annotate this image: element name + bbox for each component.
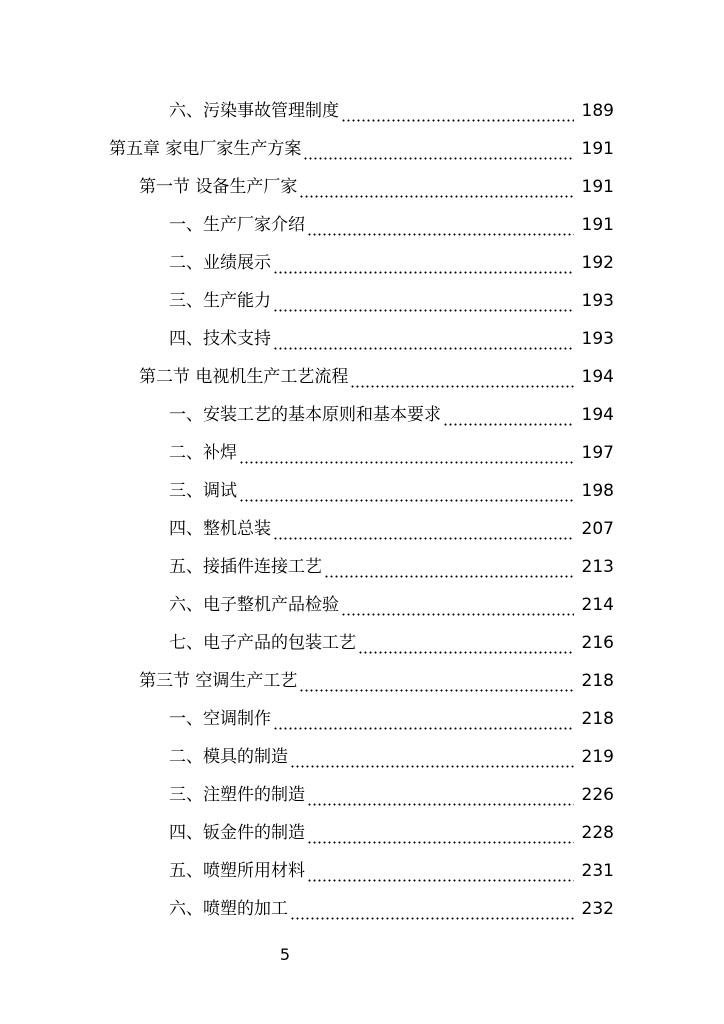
toc-entry[interactable] bbox=[0, 206, 724, 244]
toc-dot-leader bbox=[299, 168, 574, 206]
toc-entry[interactable] bbox=[0, 244, 724, 282]
toc-entry-title: 四、整机总装 bbox=[169, 519, 271, 539]
toc-entry-title: 三、调试 bbox=[169, 481, 237, 501]
toc-entry-page: 191 bbox=[581, 215, 614, 235]
toc-entry-page: 193 bbox=[581, 329, 614, 349]
toc-dot-leader bbox=[307, 852, 574, 890]
toc-entry-title: 五、喷塑所用材料 bbox=[169, 861, 305, 881]
toc-entry[interactable] bbox=[0, 852, 724, 890]
toc-dot-leader bbox=[273, 320, 574, 358]
toc-entry[interactable] bbox=[0, 738, 724, 776]
toc-section-entry[interactable] bbox=[0, 168, 724, 206]
toc-entry-title: 第二节 电视机生产工艺流程 bbox=[139, 367, 349, 387]
toc-entry-title: 一、生产厂家介绍 bbox=[169, 215, 305, 235]
toc-dot-leader bbox=[307, 206, 574, 244]
toc-entry[interactable] bbox=[0, 282, 724, 320]
toc-section-entry[interactable] bbox=[0, 662, 724, 700]
toc-entry-page: 228 bbox=[581, 823, 614, 843]
toc-entry-page: 194 bbox=[581, 367, 614, 387]
toc-entry-title: 二、业绩展示 bbox=[169, 253, 271, 273]
toc-entry[interactable] bbox=[0, 472, 724, 510]
toc-entry-title: 三、注塑件的制造 bbox=[169, 785, 305, 805]
toc-entry[interactable] bbox=[0, 624, 724, 662]
toc-dot-leader bbox=[273, 244, 574, 282]
toc-entry[interactable] bbox=[0, 586, 724, 624]
toc-entry-title: 一、安装工艺的基本原则和基本要求 bbox=[169, 405, 441, 425]
toc-entry-page: 207 bbox=[581, 519, 614, 539]
toc-dot-leader bbox=[443, 396, 574, 434]
toc-entry-title: 六、电子整机产品检验 bbox=[169, 595, 339, 615]
toc-dot-leader bbox=[239, 472, 574, 510]
toc-entry-page: 194 bbox=[581, 405, 614, 425]
toc-entry-page: 219 bbox=[581, 747, 614, 767]
toc-entry-title: 五、接插件连接工艺 bbox=[169, 557, 322, 577]
toc-dot-leader bbox=[324, 548, 574, 586]
toc-dot-leader bbox=[239, 434, 574, 472]
toc-entry[interactable] bbox=[0, 700, 724, 738]
toc-entry-page: 191 bbox=[581, 177, 614, 197]
toc-entry[interactable] bbox=[0, 814, 724, 852]
toc-entry-title: 四、钣金件的制造 bbox=[169, 823, 305, 843]
toc-entry-title: 七、电子产品的包装工艺 bbox=[169, 633, 356, 653]
toc-dot-leader bbox=[341, 92, 574, 130]
page-number: 5 bbox=[279, 945, 291, 964]
toc-entry-page: 216 bbox=[581, 633, 614, 653]
toc-entry-page: 198 bbox=[581, 481, 614, 501]
toc-entry-title: 第五章 家电厂家生产方案 bbox=[109, 139, 302, 159]
toc-entry-page: 218 bbox=[581, 671, 614, 691]
toc-dot-leader bbox=[350, 358, 574, 396]
toc-entry-title: 二、补焊 bbox=[169, 443, 237, 463]
toc-entry[interactable] bbox=[0, 434, 724, 472]
toc-dot-leader bbox=[273, 700, 574, 738]
toc-entry-title: 六、喷塑的加工 bbox=[169, 899, 288, 919]
toc-entry-page: 189 bbox=[581, 101, 614, 121]
toc-dot-leader bbox=[307, 814, 574, 852]
toc-entry-page: 214 bbox=[581, 595, 614, 615]
toc-entry-title: 第三节 空调生产工艺 bbox=[139, 671, 298, 691]
toc-dot-leader bbox=[341, 586, 574, 624]
toc-dot-leader bbox=[290, 890, 574, 928]
toc-section-entry[interactable] bbox=[0, 358, 724, 396]
toc-entry-title: 三、生产能力 bbox=[169, 291, 271, 311]
toc-entry-page: 191 bbox=[581, 139, 614, 159]
toc-entry-page: 218 bbox=[581, 709, 614, 729]
toc-dot-leader bbox=[273, 282, 574, 320]
toc-entry-title: 四、技术支持 bbox=[169, 329, 271, 349]
toc-chapter-entry[interactable] bbox=[0, 130, 724, 168]
toc-dot-leader bbox=[290, 738, 574, 776]
toc-entry-title: 六、污染事故管理制度 bbox=[169, 101, 339, 121]
toc-entry-title: 一、空调制作 bbox=[169, 709, 271, 729]
toc-entry[interactable] bbox=[0, 776, 724, 814]
toc-dot-leader bbox=[299, 662, 574, 700]
toc-entry[interactable] bbox=[0, 92, 724, 130]
toc-dot-leader bbox=[307, 776, 574, 814]
toc-entry[interactable] bbox=[0, 548, 724, 586]
toc-entry-title: 二、模具的制造 bbox=[169, 747, 288, 767]
toc-entry[interactable] bbox=[0, 396, 724, 434]
toc-entry-page: 193 bbox=[581, 291, 614, 311]
toc-entry-page: 226 bbox=[581, 785, 614, 805]
toc-dot-leader bbox=[273, 510, 574, 548]
toc-entry-page: 232 bbox=[581, 899, 614, 919]
toc-entry[interactable] bbox=[0, 890, 724, 928]
toc-entry-page: 197 bbox=[581, 443, 614, 463]
toc-dot-leader bbox=[303, 130, 574, 168]
toc-dot-leader bbox=[358, 624, 574, 662]
toc-entry-page: 231 bbox=[581, 861, 614, 881]
toc-entry-title: 第一节 设备生产厂家 bbox=[139, 177, 298, 197]
toc-entry[interactable] bbox=[0, 320, 724, 358]
toc-entry[interactable] bbox=[0, 510, 724, 548]
table-of-contents bbox=[0, 92, 724, 928]
toc-entry-page: 192 bbox=[581, 253, 614, 273]
toc-entry-page: 213 bbox=[581, 557, 614, 577]
